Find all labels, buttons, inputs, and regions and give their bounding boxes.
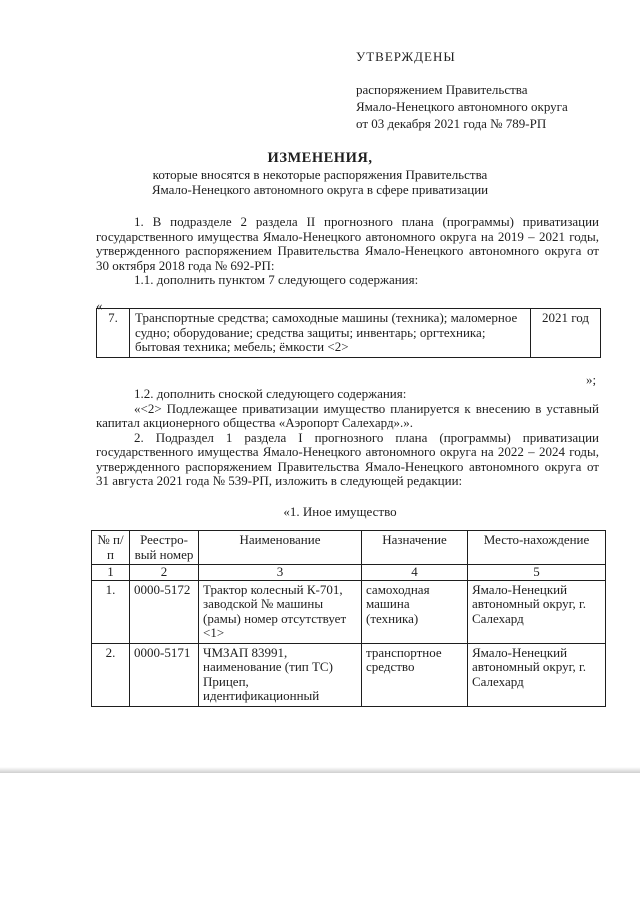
amendment-table xyxy=(96,308,601,358)
cell-reg: 0000-5172 xyxy=(130,580,199,643)
cell-num: 1. xyxy=(92,580,130,643)
section-heading: «1. Иное имущество xyxy=(283,504,397,519)
table-row xyxy=(92,643,606,706)
cell-location: Ямало-Ненецкий автономный округ, г. Салехард xyxy=(468,643,606,706)
row-year: 2021 год xyxy=(531,309,601,358)
column-number: 4 xyxy=(362,565,468,581)
quote-open: « xyxy=(96,298,103,313)
approval-line: от 03 декабря 2021 года № 789-РП xyxy=(356,116,547,131)
paragraph-2-block xyxy=(96,387,599,489)
cell-name: Трактор колесный К-701, заводской № машины (рамы) номер отсутствует <1> xyxy=(199,580,362,643)
paragraph-1: 1. В подразделе 2 раздела II прогнозного плана (программы) приватизации государственного имущества Ямало-Ненецкого автономного округа на 2019 – 2021 годы, утвержденного распоряжением Правительства Ямало-Ненецкого автономного округа от 30 октября 2018 года № 692-РП: xyxy=(96,214,599,273)
row-number: 7. xyxy=(97,309,130,358)
header-location: Место-нахождение xyxy=(468,531,606,565)
approval-line: распоряжением Правительства xyxy=(356,82,528,97)
cell-num: 2. xyxy=(92,643,130,706)
footnote-text: «<2> Подлежащее приватизации имущество планируется к внесению в уставный капитал акционерного общества «Аэропорт Салехард».». xyxy=(96,400,599,430)
column-number-row xyxy=(92,565,606,581)
approval-heading: УТВЕРЖДЕНЫ xyxy=(356,49,456,64)
header-name: Наименование xyxy=(199,531,362,565)
approval-block xyxy=(356,48,568,132)
column-number: 1 xyxy=(92,565,130,581)
quote-close: »; xyxy=(586,372,597,387)
document-subtitle xyxy=(0,167,640,197)
cell-reg: 0000-5171 xyxy=(130,643,199,706)
table-row xyxy=(92,580,606,643)
paragraph-2: 2. Подраздел 1 раздела I прогнозного плана (программы) приватизации государственного имущества Ямало-Ненецкого автономного округа на 2022 – 2024 годы, утвержденного распоряжением Правительства Ямало-Ненецкого автономного округа от 31 августа 2021 года № 539-РП, изложить в следующей редакции: xyxy=(96,429,599,488)
column-number: 5 xyxy=(468,565,606,581)
header-purpose: Назначение xyxy=(362,531,468,565)
subtitle-line: которые вносятся в некоторые распоряжения Правительства xyxy=(152,167,488,182)
header-reg: Реестро-вый номер xyxy=(130,531,199,565)
document-title: ИЗМЕНЕНИЯ, xyxy=(267,150,373,166)
table-header-row xyxy=(92,531,606,565)
cell-name: ЧМЗАП 83991, наименование (тип ТС) Прицеп, идентификационный xyxy=(199,643,362,706)
header-num: № п/п xyxy=(92,531,130,565)
cell-location: Ямало-Ненецкий автономный округ, г. Салехард xyxy=(468,580,606,643)
cell-purpose: самоходная машина (техника) xyxy=(362,580,468,643)
approval-line: Ямало-Ненецкого автономного округа xyxy=(356,99,568,114)
property-table xyxy=(91,530,606,707)
row-description: Транспортные средства; самоходные машины (техника); маломерное судно; оборудование; средства защиты; инвентарь; оргтехника; бытовая техника; мебель; ёмкости <2> xyxy=(130,309,531,358)
column-number: 3 xyxy=(199,565,362,581)
paragraph-1-block xyxy=(96,215,599,288)
paragraph-1-1: 1.1. дополнить пунктом 7 следующего содержания: xyxy=(134,272,419,287)
subtitle-line: Ямало-Ненецкого автономного округа в сфере приватизации xyxy=(151,182,489,197)
column-number: 2 xyxy=(130,565,199,581)
table-row xyxy=(97,309,601,358)
paragraph-1-2: 1.2. дополнить сноской следующего содержания: xyxy=(134,386,407,401)
cell-purpose: транспортное средство xyxy=(362,643,468,706)
